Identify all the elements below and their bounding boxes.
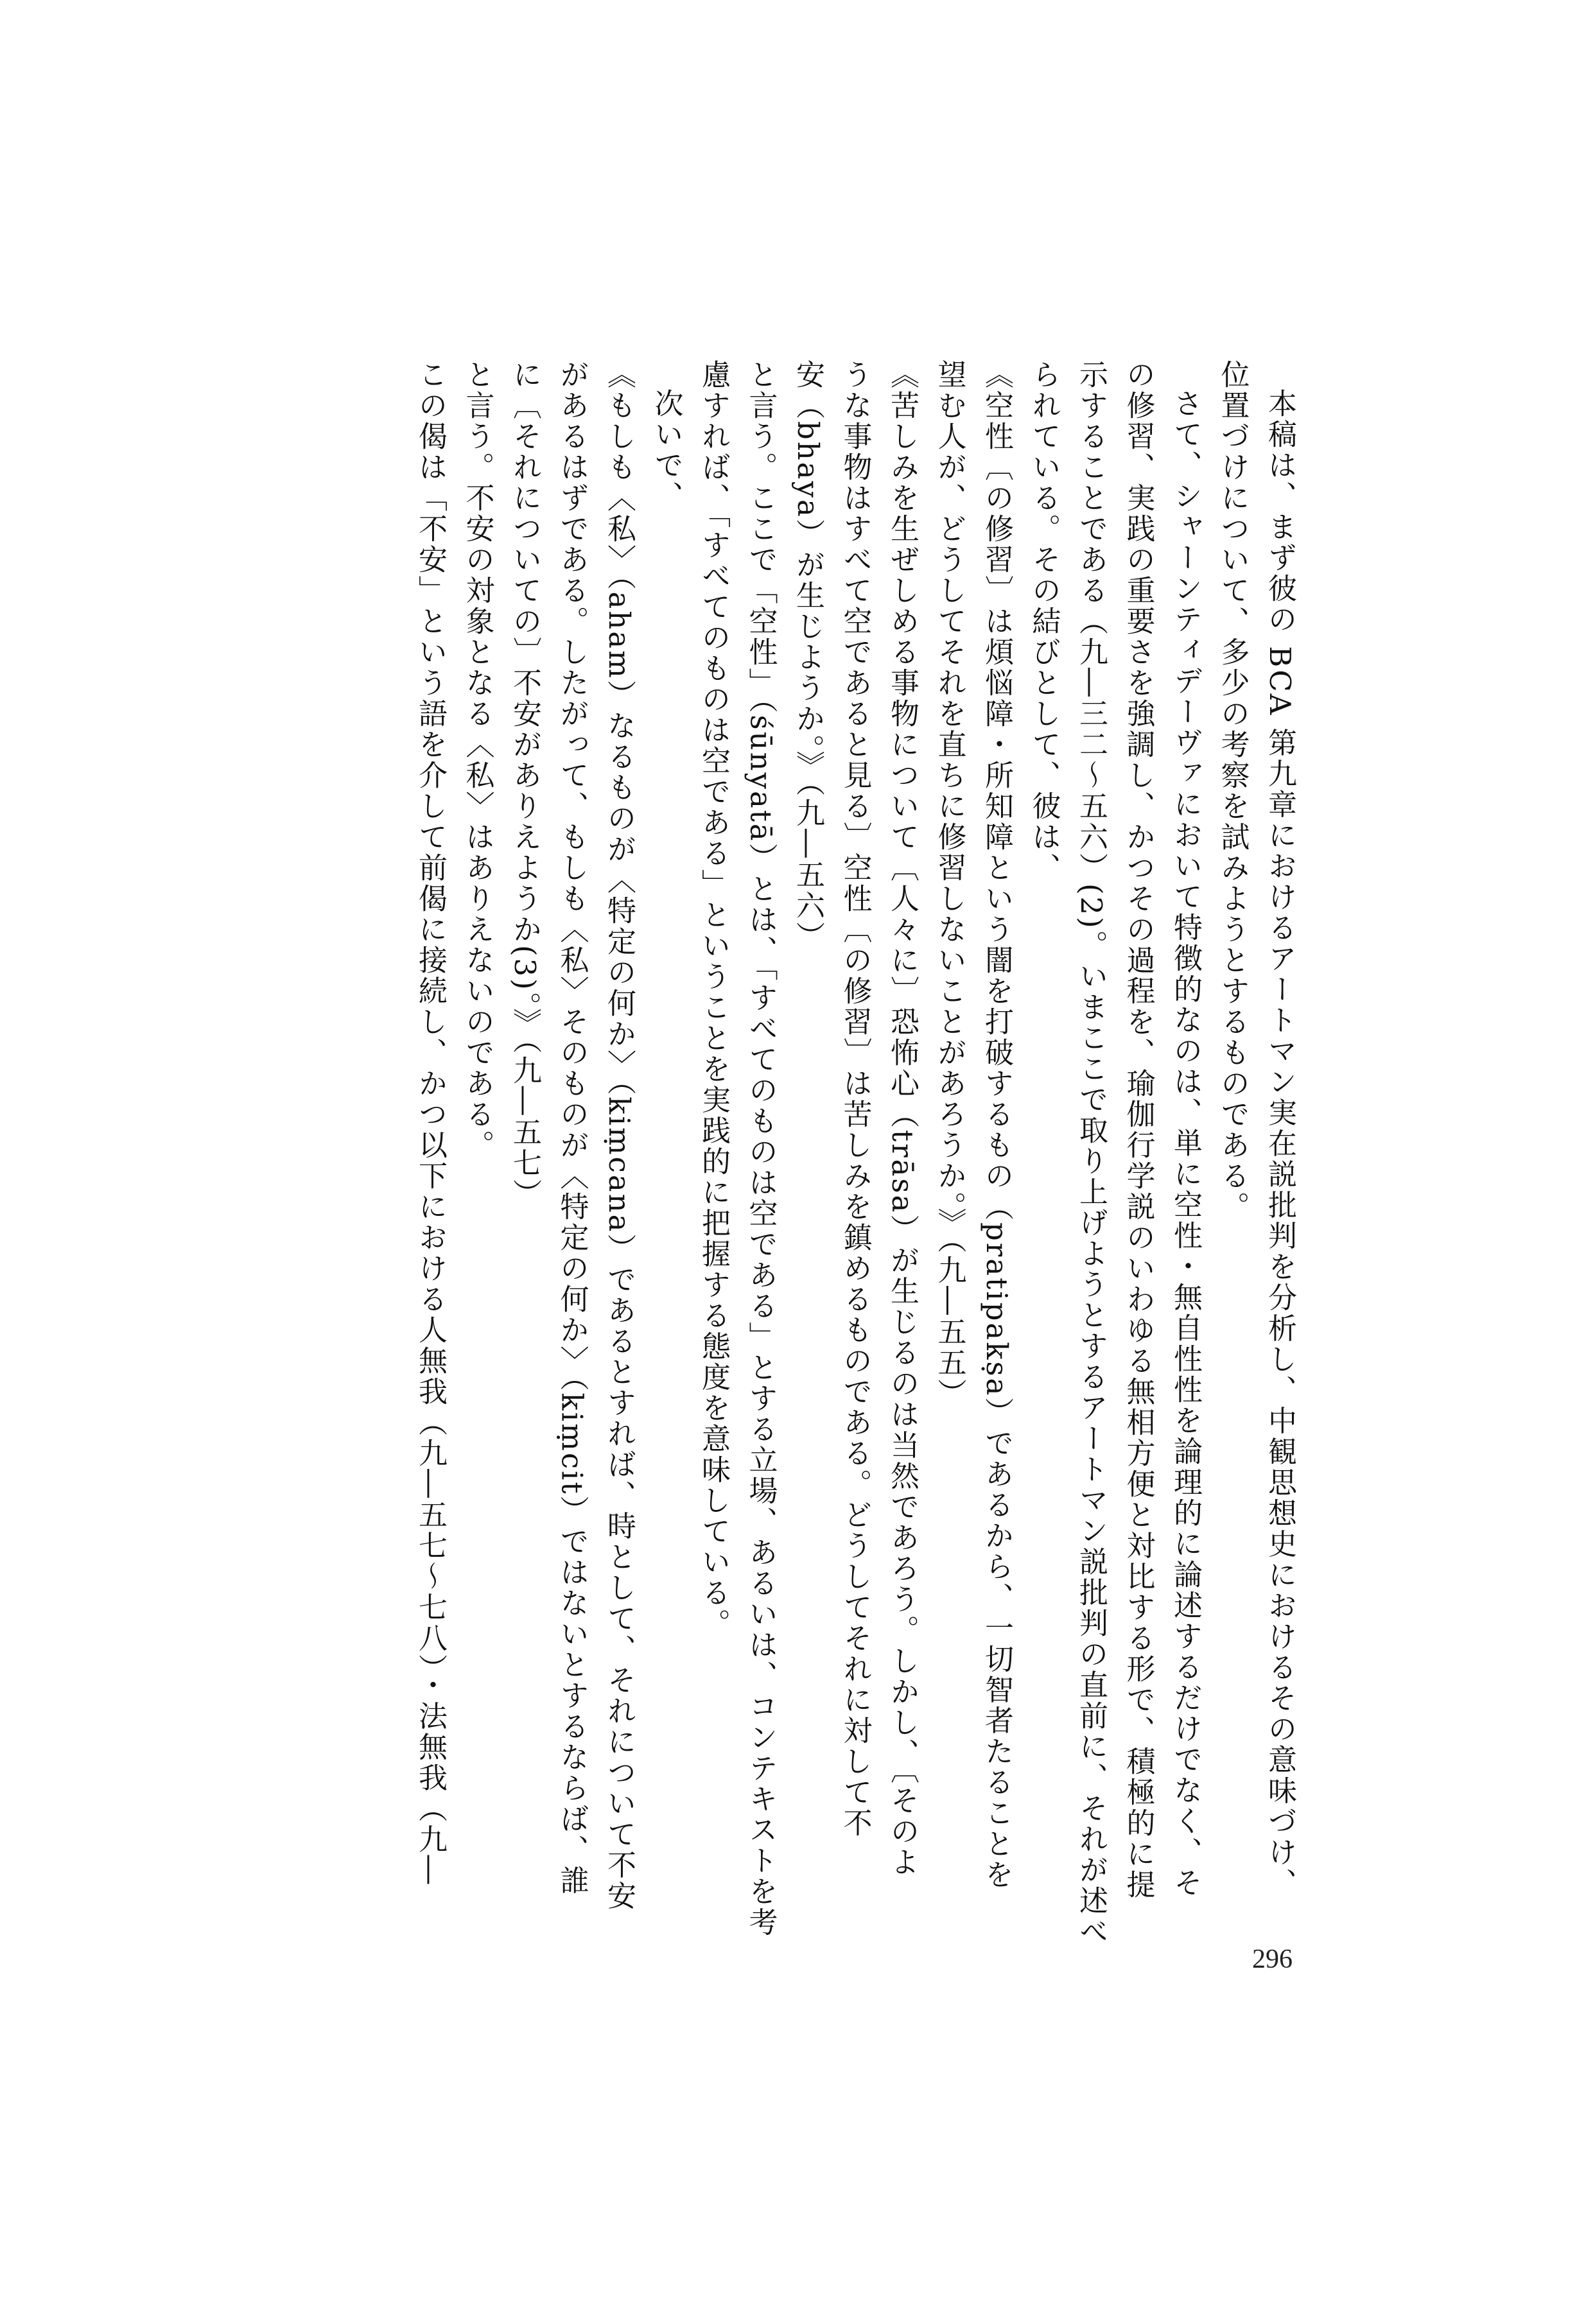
text-line: 本稿は、まず彼の BCA 第九章におけるアートマン実在説批判を分析し、中観思想史におけるその意味づけ、	[1263, 388, 1297, 1899]
text-line: 望む人が、どうしてそれを直ちに修習しないことがあろうか。》（九―五五）	[932, 360, 967, 1409]
text-line: 《空性〔の修習〕は煩悩障・所知障という闇を打破するもの（pratipakṣa）であるから、一切智者たることを	[980, 360, 1014, 1891]
text-line: 《もしも〈私〉（aham）なるものが〈特定の何か〉（kiṃcana）であるとすれば、時として、それについて不安	[602, 360, 636, 1912]
text-line: うな事物はすべて空であると見る〕空性〔の修習〕は苦しみを鎮めるものである。どうしてそれに対して不	[838, 360, 873, 1839]
text-line: 慮すれば、「すべてのものは空である」ということを実践的に把握する態度を意味している。	[697, 360, 731, 1640]
text-line: られている。その結びとして、彼は、	[1027, 360, 1061, 883]
text-line: さて、シャーンティデーヴァにおいて特徴的なのは、単に空性・無自性性を論理的に論述するだけでなく、そ	[1169, 388, 1203, 1898]
text-line: 次いで、	[649, 388, 684, 512]
text-line: の修習、実践の重要さを強調し、かつその過程を、瑜伽行学説のいわゆる無相方便と対比する形で、積極的に提	[1121, 360, 1156, 1900]
text-line: と言う。ここで「空性」（śūnyatā）とは、「すべてのものは空である」とする立場、あるいは、コンテキストを考	[744, 360, 778, 1938]
text-line: があるはずである。したがって、もしも〈私〉そのものが〈特定の何か〉（kiṃcit）ではないとするならば、誰	[555, 360, 589, 1896]
page-number: 296	[1252, 1945, 1293, 1974]
text-line: 位置づけについて、多少の考察を試みようとするものである。	[1216, 360, 1250, 1222]
text-line: 《苦しみを生ぜしめる事物について〔人々に〕恐怖心（trāsa）が生じるのは当然であろう。しかし、〔そのよ	[885, 360, 919, 1878]
text-line: と言う。不安の対象となる〈私〉はありえないのである。	[460, 360, 495, 1161]
text-line: 安（bhaya）が生じようか。》（九―五六）	[791, 360, 825, 952]
text-line: 示することである（九―三二～五六）(2)。いまここで取り上げようとするアートマン説批判の直前に、それが述べ	[1074, 360, 1108, 1947]
text-line: に〔それについての〕不安がありえようか(3)。》（九―五七）	[508, 360, 542, 1210]
body-text	[276, 360, 1303, 1947]
text-line: この偈は「不安」という語を介して前偈に接続し、かつ以下における人無我（九―五七～七八）・法無我（九―	[414, 360, 448, 1886]
